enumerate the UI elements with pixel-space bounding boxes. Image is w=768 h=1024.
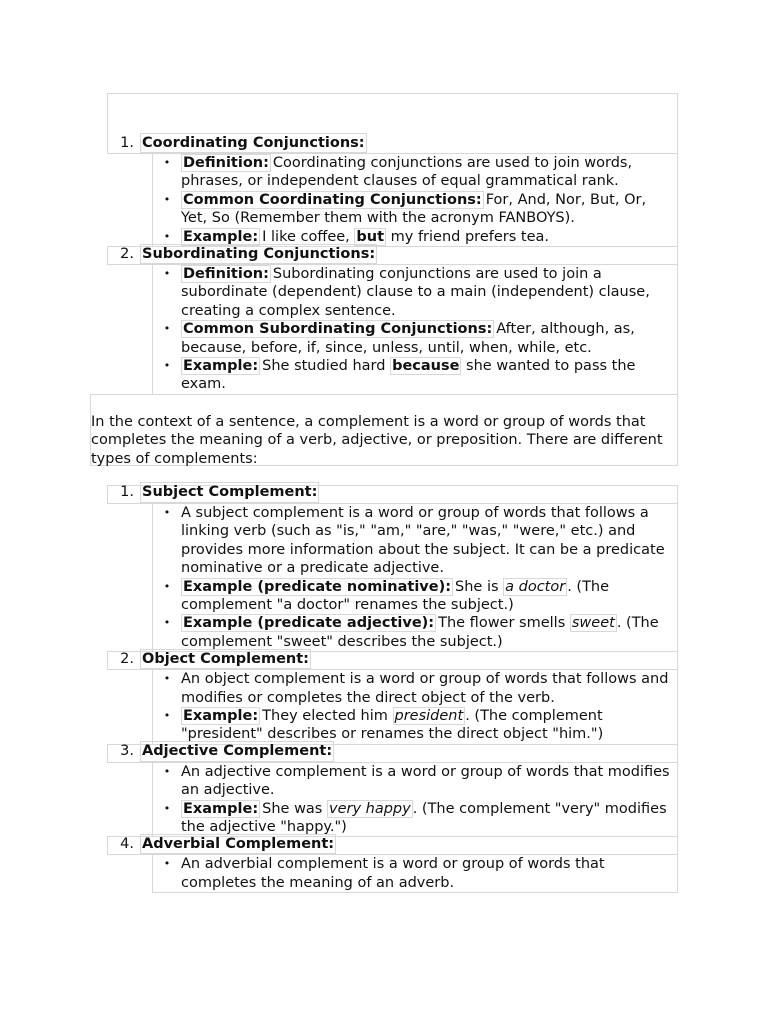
- bullet-icon: •: [163, 764, 171, 778]
- item-text: An object complement is a word or group of words that follows and modifies or completes the direct object of the verb.: [181, 671, 669, 706]
- sub-list: [152, 669, 678, 745]
- sub-list: [152, 854, 678, 893]
- list-item: [153, 614, 677, 651]
- item-label: Example:: [183, 800, 259, 817]
- item-label: Example:: [183, 707, 259, 724]
- list-heading-title: Subordinating Conjunctions:: [140, 244, 377, 264]
- intro-paragraph: In the context of a sentence, a complement is a word or group of words that completes the meaning of a verb, adjective, or preposition. There are different types of complements:: [90, 394, 678, 466]
- complements-list: [90, 485, 678, 893]
- bullet-icon: •: [163, 322, 171, 336]
- list-heading-title: Coordinating Conjunctions:: [140, 133, 367, 153]
- list-item: [153, 707, 677, 744]
- item-text: They elected him: [262, 707, 393, 724]
- bullet-icon: •: [163, 708, 171, 722]
- sub-list: [152, 503, 678, 652]
- list-number: 3.: [120, 743, 134, 760]
- bullet-icon: •: [163, 616, 171, 630]
- emphasis-bold: but: [356, 228, 385, 245]
- bullet-icon: •: [163, 192, 171, 206]
- item-label: Common Subordinating Conjunctions:: [183, 321, 493, 338]
- list-heading: [107, 246, 678, 265]
- item-text: . (The complement "sweet" describes the subject.): [181, 615, 659, 650]
- bullet-icon: •: [163, 229, 171, 243]
- bullet-icon: •: [163, 857, 171, 871]
- bullet-icon: •: [163, 579, 171, 593]
- emphasis-italic: very happy: [328, 800, 411, 817]
- list-heading-title: Adjective Complement:: [140, 741, 334, 761]
- list-heading-title: Object Complement:: [140, 649, 311, 669]
- item-label: Example (predicate adjective):: [183, 615, 435, 632]
- item-text: I like coffee,: [262, 228, 355, 245]
- item-text: . (The complement "a doctor" renames the subject.): [181, 578, 610, 613]
- item-text: An adjective complement is a word or group of words that modifies an adjective.: [181, 763, 670, 799]
- bullet-icon: •: [163, 505, 171, 519]
- list-item: [153, 855, 677, 892]
- list-item: [153, 154, 677, 191]
- list-number: 1.: [120, 484, 134, 501]
- list-item: [153, 320, 677, 357]
- list-number: 2.: [120, 245, 134, 262]
- list-heading: [107, 485, 678, 504]
- sub-list: [152, 762, 678, 838]
- item-text: She was: [262, 800, 327, 817]
- document-page: [90, 93, 678, 893]
- item-text: Coordinating conjunctions are used to join words, phrases, or independent clauses of equal grammatical rank.: [181, 155, 633, 190]
- item-text: The flower smells: [438, 615, 570, 632]
- item-label: Definition:: [183, 266, 269, 283]
- item-text: . (The complement "president" describes or renames the direct object "him."): [181, 707, 604, 743]
- item-label: Example (predicate nominative):: [183, 578, 452, 595]
- sub-list: [152, 264, 678, 395]
- item-text: After, although, as, because, before, if, since, unless, until, when, while, etc.: [181, 321, 635, 356]
- list-number: 4.: [120, 835, 134, 852]
- item-text: She is: [455, 578, 504, 595]
- list-item: [153, 763, 677, 800]
- bullet-icon: •: [163, 801, 171, 815]
- item-text: my friend prefers tea.: [386, 228, 549, 245]
- list-heading-title: Adverbial Complement:: [140, 834, 336, 854]
- list-heading: [107, 836, 678, 855]
- emphasis-bold: because: [392, 358, 460, 375]
- item-text: she wanted to pass the exam.: [181, 358, 636, 393]
- bullet-icon: •: [163, 672, 171, 686]
- list-item: [153, 265, 677, 320]
- item-text: An adverbial complement is a word or group of words that completes the meaning of an adverb.: [181, 856, 605, 891]
- list-number: 1.: [120, 134, 134, 151]
- bullet-icon: •: [163, 156, 171, 169]
- list-item: [153, 670, 677, 707]
- list-heading: [107, 651, 678, 670]
- item-label: Example:: [183, 228, 259, 245]
- item-text: . (The complement "very" modifies the adjective "happy."): [181, 800, 667, 835]
- list-item: [153, 191, 677, 228]
- item-label: Definition:: [183, 155, 269, 171]
- item-text: A subject complement is a word or group of words that follows a linking verb (such as "is," "am," "are," "was," "were," etc.) and provides more information about the subject. It can be a predicate nominative or a predicate adjective.: [181, 504, 665, 577]
- item-text: She studied hard: [262, 358, 391, 375]
- emphasis-italic: president: [394, 707, 464, 724]
- list-heading: [107, 93, 678, 154]
- bullet-icon: •: [163, 267, 171, 281]
- item-label: Common Coordinating Conjunctions:: [183, 191, 482, 208]
- emphasis-italic: sweet: [571, 615, 615, 632]
- list-number: 2.: [120, 650, 134, 667]
- list-heading-title: Subject Complement:: [140, 482, 319, 502]
- bullet-icon: •: [163, 359, 171, 373]
- conjunctions-list: [90, 93, 678, 395]
- item-label: Example:: [183, 358, 259, 375]
- item-text: Subordinating conjunctions are used to join a subordinate (dependent) clause to a main (independent) clause, creating a complex sentence.: [181, 266, 650, 319]
- list-heading: [107, 744, 678, 763]
- list-item: [153, 800, 677, 837]
- item-text: For, And, Nor, But, Or, Yet, So (Remember them with the acronym FANBOYS).: [181, 191, 647, 227]
- list-item: [153, 504, 677, 578]
- list-item: [153, 578, 677, 615]
- sub-list: [152, 153, 678, 247]
- emphasis-italic: a doctor: [505, 578, 566, 595]
- list-item: [153, 357, 677, 394]
